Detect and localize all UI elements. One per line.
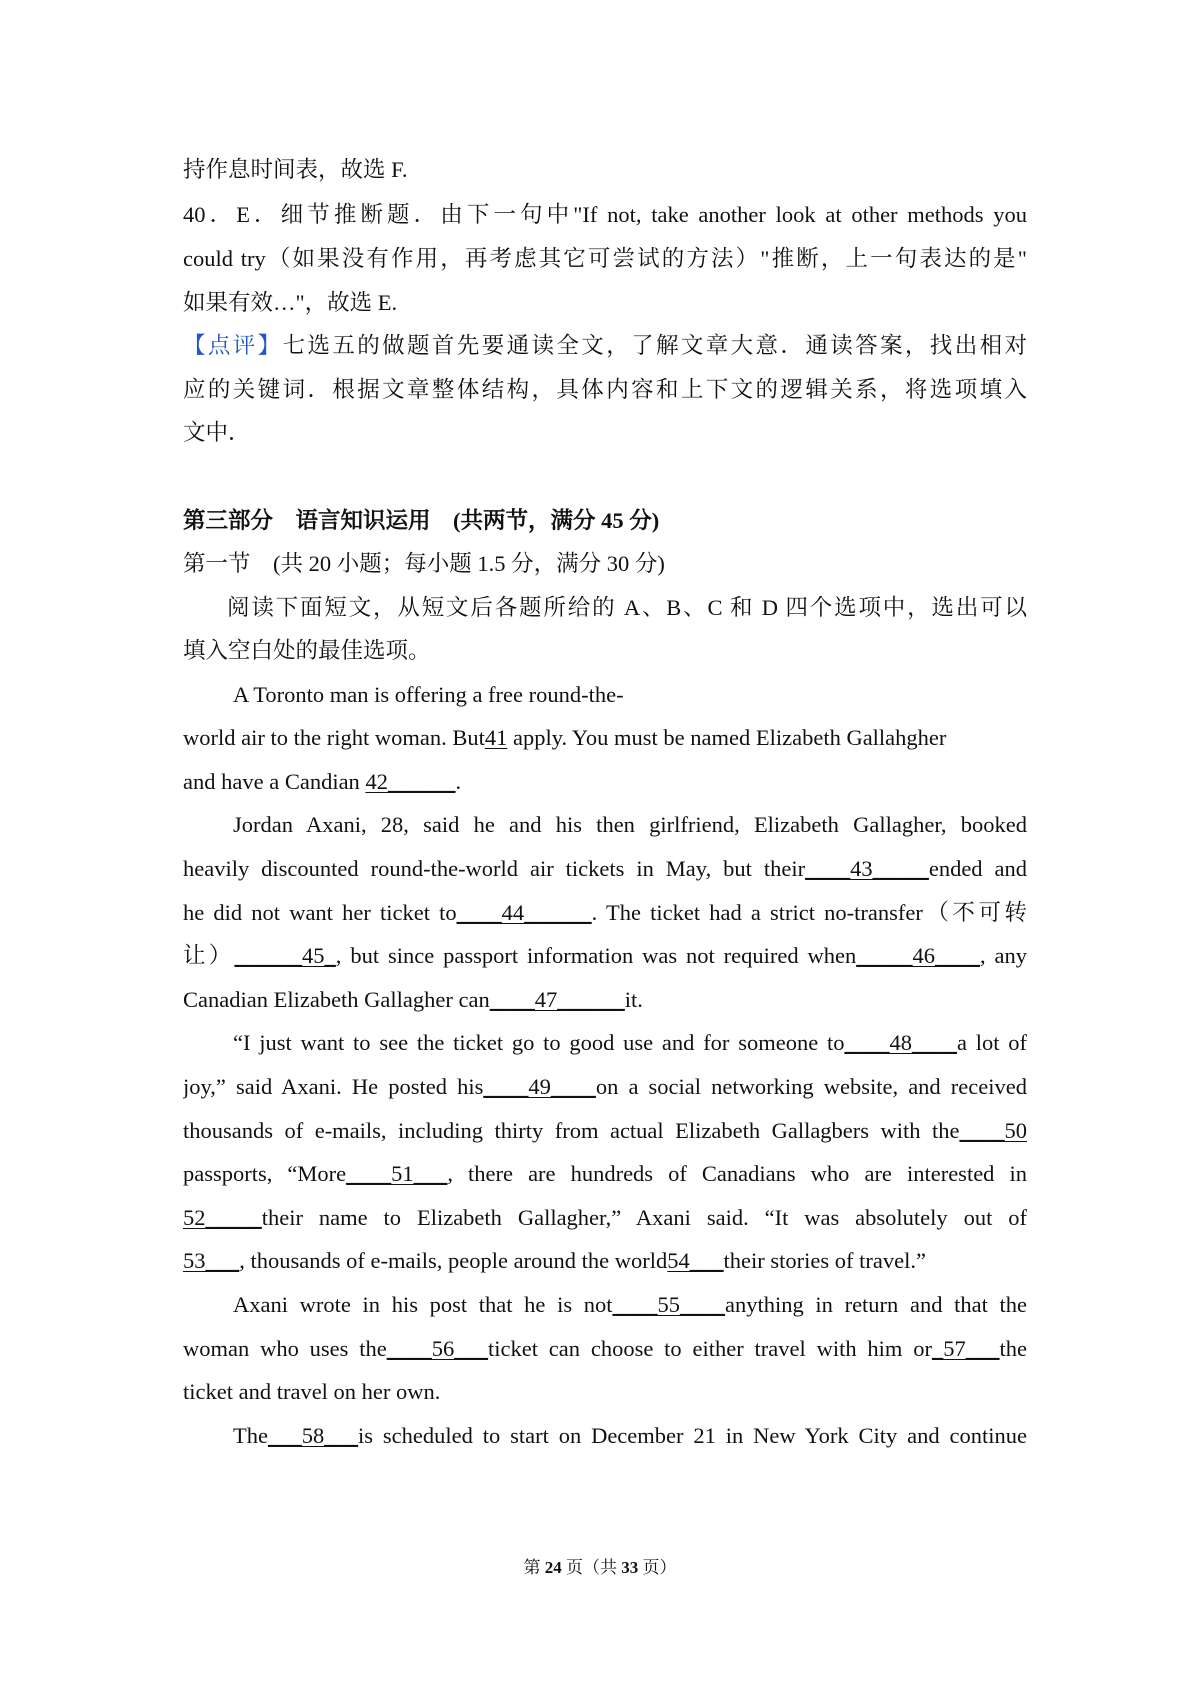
instruction-line-2: 填入空白处的最佳选项。 <box>183 638 431 663</box>
passage-line: joy,” said Axani. He posted his____49____on a social networking website, and received <box>183 1074 1027 1099</box>
blank-56: ____56___ <box>386 1336 488 1361</box>
passage-line: The___58___is scheduled to start on December 21 in New York City and continue <box>233 1423 1027 1448</box>
blank-51: ____51___ <box>346 1161 448 1186</box>
passage-line: world air to the right woman. But41 apply. You must be named Elizabeth Gallahgher <box>183 725 947 750</box>
blank-42: 42______ <box>365 769 456 794</box>
passage-line: thousands of e-mails, including thirty from actual Elizabeth Gallagbers with the____50 <box>183 1118 1027 1143</box>
blank-47: ____47______ <box>489 987 625 1012</box>
passage-line: woman who uses the____56___ticket can choose to either travel with him or_57___the <box>183 1336 1027 1361</box>
blank-58: ___58___ <box>267 1423 358 1448</box>
blank-54: 54___ <box>667 1248 724 1273</box>
passage-line: Canadian Elizabeth Gallagher can____47______it. <box>183 987 643 1012</box>
q40-line-1: 40．E．细节推断题．由下一句中"If not, take another look at other methods you <box>183 202 1027 227</box>
passage-line: 52_____their name to Elizabeth Gallagher,” Axani said. “It was absolutely out of <box>183 1205 1027 1230</box>
passage-line: passports, “More____51___, there are hundreds of Canadians who are interested in <box>183 1161 1027 1186</box>
passage-line: and have a Candian 42______. <box>183 769 462 794</box>
comment-line-1: 【点评】七选五的做题首先要通读全文，了解文章大意．通读答案，找出相对 <box>183 333 1027 358</box>
blank-53: 53___ <box>183 1248 240 1273</box>
blank-50: ____50 <box>959 1118 1027 1143</box>
passage-line: Jordan Axani, 28, said he and his then girlfriend, Elizabeth Gallagher, booked <box>233 812 1027 837</box>
blank-41: 41 <box>484 725 508 750</box>
passage-line: heavily discounted round-the-world air tickets in May, but their____43_____ended and <box>183 856 1027 881</box>
passage-line: “I just want to see the ticket go to good use and for someone to____48____a lot of <box>233 1030 1027 1055</box>
q40-line-3: 如果有效…"，故选 E. <box>183 290 398 315</box>
blank-48: ____48____ <box>844 1030 957 1055</box>
passage-line: ticket and travel on her own. <box>183 1379 441 1404</box>
passage-line: A Toronto man is offering a free round-the- <box>233 682 624 707</box>
passage-line: Axani wrote in his post that he is not____55____anything in return and that the <box>233 1292 1027 1317</box>
comment-tag: 【点评】 <box>183 333 283 358</box>
blank-43: ____43_____ <box>805 856 929 881</box>
q40-line-2: could try（如果没有作用，再考虑其它可尝试的方法）"推断，上一句表达的是" <box>183 246 1027 271</box>
section-subheading: 第一节 (共 20 小题；每小题 1.5 分，满分 30 分) <box>183 551 665 576</box>
blank-46: _____46____ <box>856 943 980 968</box>
blank-55: ____55____ <box>612 1292 726 1317</box>
passage-line: 53___, thousands of e-mails, people around the world54___their stories of travel.” <box>183 1248 926 1273</box>
blank-57: _57___ <box>931 1336 1000 1361</box>
blank-52: 52_____ <box>183 1205 262 1230</box>
passage-line: he did not want her ticket to____44______. The ticket had a strict no-transfer（不可转 <box>183 900 1027 925</box>
blank-44: ____44______ <box>456 900 592 925</box>
page-number: 24 <box>544 1558 562 1577</box>
blank-45: ______45_ <box>234 943 336 968</box>
passage-line: 让）______45_, but since passport information was not required when_____46____, any <box>183 943 1027 968</box>
page-footer: 第 24 页（共 33 页） <box>523 1558 677 1577</box>
blank-49: ____49____ <box>483 1074 596 1099</box>
analysis-line: 持作息时间表，故选 F. <box>183 157 408 182</box>
comment-line-3: 文中． <box>183 420 251 445</box>
page-total: 33 <box>621 1558 639 1577</box>
comment-line-2: 应的关键词．根据文章整体结构，具体内容和上下文的逻辑关系，将选项填入 <box>183 377 1027 402</box>
instruction-line-1: 阅读下面短文，从短文后各题所给的 A、B、C 和 D 四个选项中，选出可以 <box>227 595 1027 620</box>
section-heading: 第三部分 语言知识运用 (共两节，满分 45 分) <box>183 508 660 533</box>
